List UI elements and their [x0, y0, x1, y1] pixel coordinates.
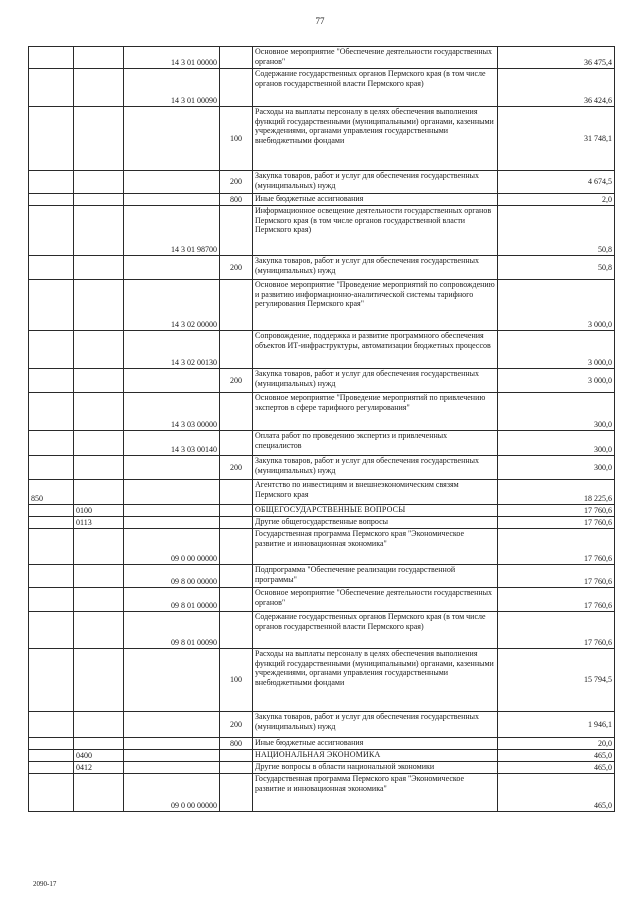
target-article-cell [124, 480, 220, 505]
department-code-cell: 850 [29, 480, 74, 505]
item-name-cell: Основное мероприятие "Проведение мероприятий по сопровождению и развитию информационно-аналитической системы тарифного регулирования Пермского края" [253, 280, 498, 331]
expense-type-cell [220, 762, 253, 774]
amount-cell: 300,0 [498, 456, 615, 480]
section-code-cell [74, 107, 124, 171]
item-name-cell: Основное мероприятие "Проведение мероприятий по привлечению экспертов в сфере тарифного регулирования" [253, 393, 498, 431]
item-name-cell: Содержание государственных органов Пермского края (в том числе органов государственной власти Пермского края) [253, 69, 498, 107]
table-row [29, 107, 615, 171]
target-article-cell [124, 256, 220, 280]
department-code-cell [29, 69, 74, 107]
amount-cell: 3 000,0 [498, 331, 615, 369]
table-row [29, 47, 615, 69]
department-code-cell [29, 529, 74, 565]
expense-type-cell: 200 [220, 171, 253, 194]
department-code-cell [29, 456, 74, 480]
item-name-cell: НАЦИОНАЛЬНАЯ ЭКОНОМИКА [253, 750, 498, 762]
expense-type-cell [220, 393, 253, 431]
amount-cell: 4 674,5 [498, 171, 615, 194]
expense-type-cell: 200 [220, 456, 253, 480]
section-code-cell [74, 256, 124, 280]
amount-cell: 300,0 [498, 431, 615, 456]
department-code-cell [29, 762, 74, 774]
table-row [29, 565, 615, 588]
amount-cell: 465,0 [498, 774, 615, 812]
department-code-cell [29, 505, 74, 517]
section-code-cell [74, 331, 124, 369]
expense-type-cell [220, 505, 253, 517]
section-code-cell [74, 369, 124, 393]
item-name-cell: Закупка товаров, работ и услуг для обеспечения государственных (муниципальных) нужд [253, 456, 498, 480]
section-code-cell [74, 171, 124, 194]
expense-type-cell [220, 331, 253, 369]
target-article-cell [124, 712, 220, 738]
amount-cell: 3 000,0 [498, 369, 615, 393]
expense-type-cell [220, 431, 253, 456]
target-article-cell: 09 0 00 00000 [124, 529, 220, 565]
amount-cell: 36 424,6 [498, 69, 615, 107]
expense-type-cell: 200 [220, 712, 253, 738]
target-article-cell: 14 3 01 98700 [124, 206, 220, 256]
expense-type-cell [220, 750, 253, 762]
item-name-cell: Другие общегосударственные вопросы [253, 517, 498, 529]
amount-cell: 36 475,4 [498, 47, 615, 69]
section-code-cell [74, 206, 124, 256]
amount-cell: 50,8 [498, 206, 615, 256]
expense-type-cell: 200 [220, 256, 253, 280]
section-code-cell [74, 774, 124, 812]
department-code-cell [29, 256, 74, 280]
target-article-cell: 09 8 00 00000 [124, 565, 220, 588]
target-article-cell [124, 738, 220, 750]
amount-cell: 300,0 [498, 393, 615, 431]
table-row [29, 588, 615, 612]
target-article-cell [124, 456, 220, 480]
table-row [29, 69, 615, 107]
table-row [29, 456, 615, 480]
target-article-cell: 14 3 02 00000 [124, 280, 220, 331]
table-row [29, 171, 615, 194]
footer-code: 2090-17 [33, 880, 57, 888]
table-row [29, 712, 615, 738]
amount-cell: 31 748,1 [498, 107, 615, 171]
department-code-cell [29, 431, 74, 456]
department-code-cell [29, 517, 74, 529]
section-code-cell [74, 480, 124, 505]
department-code-cell [29, 107, 74, 171]
item-name-cell: Основное мероприятие "Обеспечение деятельности государственных органов" [253, 47, 498, 69]
department-code-cell [29, 738, 74, 750]
target-article-cell: 14 3 03 00140 [124, 431, 220, 456]
item-name-cell: Закупка товаров, работ и услуг для обеспечения государственных (муниципальных) нужд [253, 256, 498, 280]
item-name-cell: Государственная программа Пермского края "Экономическое развитие и инновационная экономика" [253, 774, 498, 812]
department-code-cell [29, 649, 74, 712]
amount-cell: 2,0 [498, 194, 615, 206]
expense-type-cell [220, 774, 253, 812]
expense-type-cell [220, 529, 253, 565]
table-row [29, 194, 615, 206]
section-code-cell [74, 612, 124, 649]
expense-type-cell [220, 206, 253, 256]
expense-type-cell [220, 612, 253, 649]
item-name-cell: Расходы на выплаты персоналу в целях обеспечения выполнения функций государственными (муниципальными) органами, казенными учреждениями, органами управления государственными внебюджетными фондами [253, 649, 498, 712]
item-name-cell: Иные бюджетные ассигнования [253, 194, 498, 206]
target-article-cell [124, 107, 220, 171]
department-code-cell [29, 171, 74, 194]
table-row [29, 280, 615, 331]
table-row [29, 369, 615, 393]
table-row [29, 529, 615, 565]
amount-cell: 17 760,6 [498, 529, 615, 565]
table-row [29, 393, 615, 431]
department-code-cell [29, 47, 74, 69]
section-code-cell: 0412 [74, 762, 124, 774]
department-code-cell [29, 612, 74, 649]
target-article-cell [124, 750, 220, 762]
target-article-cell: 14 3 02 00130 [124, 331, 220, 369]
expense-type-cell [220, 69, 253, 107]
item-name-cell: Другие вопросы в области национальной экономики [253, 762, 498, 774]
amount-cell: 465,0 [498, 762, 615, 774]
amount-cell: 17 760,6 [498, 612, 615, 649]
amount-cell: 17 760,6 [498, 565, 615, 588]
table-row [29, 431, 615, 456]
item-name-cell: Агентство по инвестициям и внешнеэкономическим связям Пермского края [253, 480, 498, 505]
table-row [29, 762, 615, 774]
item-name-cell: ОБЩЕГОСУДАРСТВЕННЫЕ ВОПРОСЫ [253, 505, 498, 517]
table-row [29, 517, 615, 529]
target-article-cell [124, 171, 220, 194]
target-article-cell [124, 194, 220, 206]
target-article-cell: 09 0 00 00000 [124, 774, 220, 812]
expense-type-cell [220, 280, 253, 331]
table-row [29, 480, 615, 505]
section-code-cell: 0113 [74, 517, 124, 529]
expense-type-cell [220, 480, 253, 505]
table-row [29, 774, 615, 812]
expense-type-cell: 100 [220, 649, 253, 712]
section-code-cell [74, 393, 124, 431]
item-name-cell: Основное мероприятие "Обеспечение деятельности государственных органов" [253, 588, 498, 612]
target-article-cell [124, 505, 220, 517]
expense-type-cell: 800 [220, 194, 253, 206]
amount-cell: 18 225,6 [498, 480, 615, 505]
item-name-cell: Сопровождение, поддержка и развитие программного обеспечения объектов ИТ-инфраструктуры, автоматизации бюджетных процессов [253, 331, 498, 369]
department-code-cell [29, 369, 74, 393]
table-row [29, 256, 615, 280]
table-row [29, 505, 615, 517]
section-code-cell: 0100 [74, 505, 124, 517]
section-code-cell [74, 529, 124, 565]
item-name-cell: Расходы на выплаты персоналу в целях обеспечения выполнения функций государственными (муниципальными) органами, казенными учреждениями, органами управления государственными внебюджетными фондами [253, 107, 498, 171]
target-article-cell: 09 8 01 00090 [124, 612, 220, 649]
department-code-cell [29, 393, 74, 431]
expense-type-cell: 800 [220, 738, 253, 750]
item-name-cell: Информационное освещение деятельности государственных органов Пермского края (в том числе органов государственной власти Пермского края) [253, 206, 498, 256]
department-code-cell [29, 206, 74, 256]
amount-cell: 1 946,1 [498, 712, 615, 738]
section-code-cell [74, 738, 124, 750]
section-code-cell [74, 194, 124, 206]
target-article-cell [124, 762, 220, 774]
amount-cell: 50,8 [498, 256, 615, 280]
expense-type-cell [220, 565, 253, 588]
department-code-cell [29, 774, 74, 812]
amount-cell: 3 000,0 [498, 280, 615, 331]
department-code-cell [29, 750, 74, 762]
target-article-cell: 14 3 01 00000 [124, 47, 220, 69]
section-code-cell: 0400 [74, 750, 124, 762]
target-article-cell [124, 369, 220, 393]
budget-table [28, 46, 615, 812]
table-row [29, 331, 615, 369]
table-row [29, 750, 615, 762]
section-code-cell [74, 588, 124, 612]
amount-cell: 17 760,6 [498, 588, 615, 612]
department-code-cell [29, 194, 74, 206]
section-code-cell [74, 456, 124, 480]
section-code-cell [74, 431, 124, 456]
amount-cell: 17 760,6 [498, 505, 615, 517]
item-name-cell: Закупка товаров, работ и услуг для обеспечения государственных (муниципальных) нужд [253, 712, 498, 738]
target-article-cell [124, 517, 220, 529]
department-code-cell [29, 712, 74, 738]
amount-cell: 17 760,6 [498, 517, 615, 529]
item-name-cell: Закупка товаров, работ и услуг для обеспечения государственных (муниципальных) нужд [253, 171, 498, 194]
table-row [29, 649, 615, 712]
section-code-cell [74, 69, 124, 107]
amount-cell: 465,0 [498, 750, 615, 762]
target-article-cell: 09 8 01 00000 [124, 588, 220, 612]
expense-type-cell: 100 [220, 107, 253, 171]
page-number: 77 [315, 16, 325, 26]
department-code-cell [29, 331, 74, 369]
item-name-cell: Иные бюджетные ассигнования [253, 738, 498, 750]
expense-type-cell [220, 47, 253, 69]
department-code-cell [29, 588, 74, 612]
expense-type-cell [220, 517, 253, 529]
amount-cell: 15 794,5 [498, 649, 615, 712]
department-code-cell [29, 565, 74, 588]
target-article-cell: 14 3 01 00090 [124, 69, 220, 107]
table-row [29, 738, 615, 750]
item-name-cell: Содержание государственных органов Пермского края (в том числе органов государственной власти Пермского края) [253, 612, 498, 649]
section-code-cell [74, 280, 124, 331]
table-row [29, 206, 615, 256]
table-row [29, 612, 615, 649]
item-name-cell: Закупка товаров, работ и услуг для обеспечения государственных (муниципальных) нужд [253, 369, 498, 393]
expense-type-cell: 200 [220, 369, 253, 393]
section-code-cell [74, 649, 124, 712]
expense-type-cell [220, 588, 253, 612]
item-name-cell: Государственная программа Пермского края "Экономическое развитие и инновационная экономика" [253, 529, 498, 565]
item-name-cell: Оплата работ по проведению экспертиз и привлеченных специалистов [253, 431, 498, 456]
target-article-cell [124, 649, 220, 712]
department-code-cell [29, 280, 74, 331]
item-name-cell: Подпрограмма "Обеспечение реализации государственной программы" [253, 565, 498, 588]
target-article-cell: 14 3 03 00000 [124, 393, 220, 431]
amount-cell: 20,0 [498, 738, 615, 750]
section-code-cell [74, 565, 124, 588]
section-code-cell [74, 47, 124, 69]
section-code-cell [74, 712, 124, 738]
